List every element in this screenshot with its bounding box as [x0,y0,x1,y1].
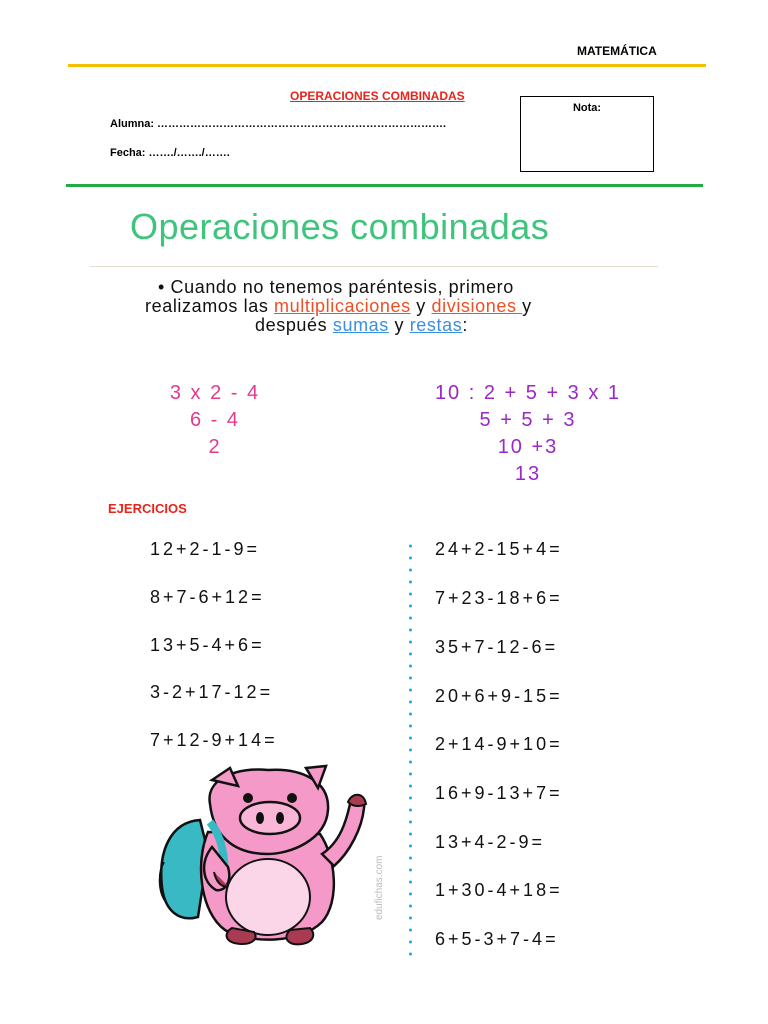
rule-text: después [255,315,333,335]
exercise-item: 24+2-15+4= [435,539,563,559]
example-left-line: 3 x 2 - 4 [169,382,261,404]
exercise-item: 2+14-9+10= [435,734,563,754]
rule-text: realizamos las [145,296,275,316]
rule-line-3 [255,316,468,335]
title-divider [90,266,658,267]
exercise-item: 20+6+9-15= [435,686,563,706]
lesson-title: Operaciones combinadas [130,206,550,247]
restas-word: restas [409,315,463,335]
rule-line-1: • Cuando no tenemos paréntesis, primero [158,277,514,297]
rule-text: : [462,315,468,335]
example-right-line: 10 +3 [497,436,559,458]
nota-box [520,96,654,172]
rule-text: y [410,296,432,316]
exercise-item: 7+23-18+6= [435,588,563,608]
rule-text: y [388,315,410,335]
nota-label: Nota: [572,102,602,114]
pig-illustration [150,762,382,952]
multiplicaciones-word: multiplicaciones [274,296,411,316]
dotted-separator [409,540,412,960]
example-left-line: 6 - 4 [189,409,241,431]
rule-line-2 [145,297,532,316]
divisiones-word: divisiones [431,296,523,316]
header-divider-yellow [68,64,706,67]
exercise-item: 6+5-3+7-4= [435,929,559,949]
exercises-heading: EJERCICIOS [108,501,187,516]
subject-label: MATEMÁTICA [577,44,657,58]
exercise-item: 3-2+17-12= [150,682,274,702]
example-right-line: 13 [514,463,542,485]
exercise-item: 7+12-9+14= [150,730,278,750]
exercise-item: 13+4-2-9= [435,832,546,852]
sumas-word: sumas [332,315,389,335]
exercise-item: 12+2-1-9= [150,539,261,559]
example-right-line: 5 + 5 + 3 [479,409,577,431]
watermark-text: edufichas.com [374,855,385,920]
exercise-item: 13+5-4+6= [150,635,265,655]
worksheet-title: OPERACIONES COMBINADAS [290,89,465,103]
rule-text: y [522,296,532,316]
exercise-item: 8+7-6+12= [150,587,265,607]
exercise-item: 35+7-12-6= [435,637,559,657]
example-left-line: 2 [208,436,222,458]
example-right-line: 10 : 2 + 5 + 3 x 1 [434,382,622,404]
fecha-field: Fecha: ……./……./……. [110,147,230,159]
exercise-item: 16+9-13+7= [435,783,563,803]
header-divider-green [66,184,703,187]
alumna-field: Alumna: ……………………………………………………………………. [110,118,447,130]
exercise-item: 1+30-4+18= [435,880,563,900]
